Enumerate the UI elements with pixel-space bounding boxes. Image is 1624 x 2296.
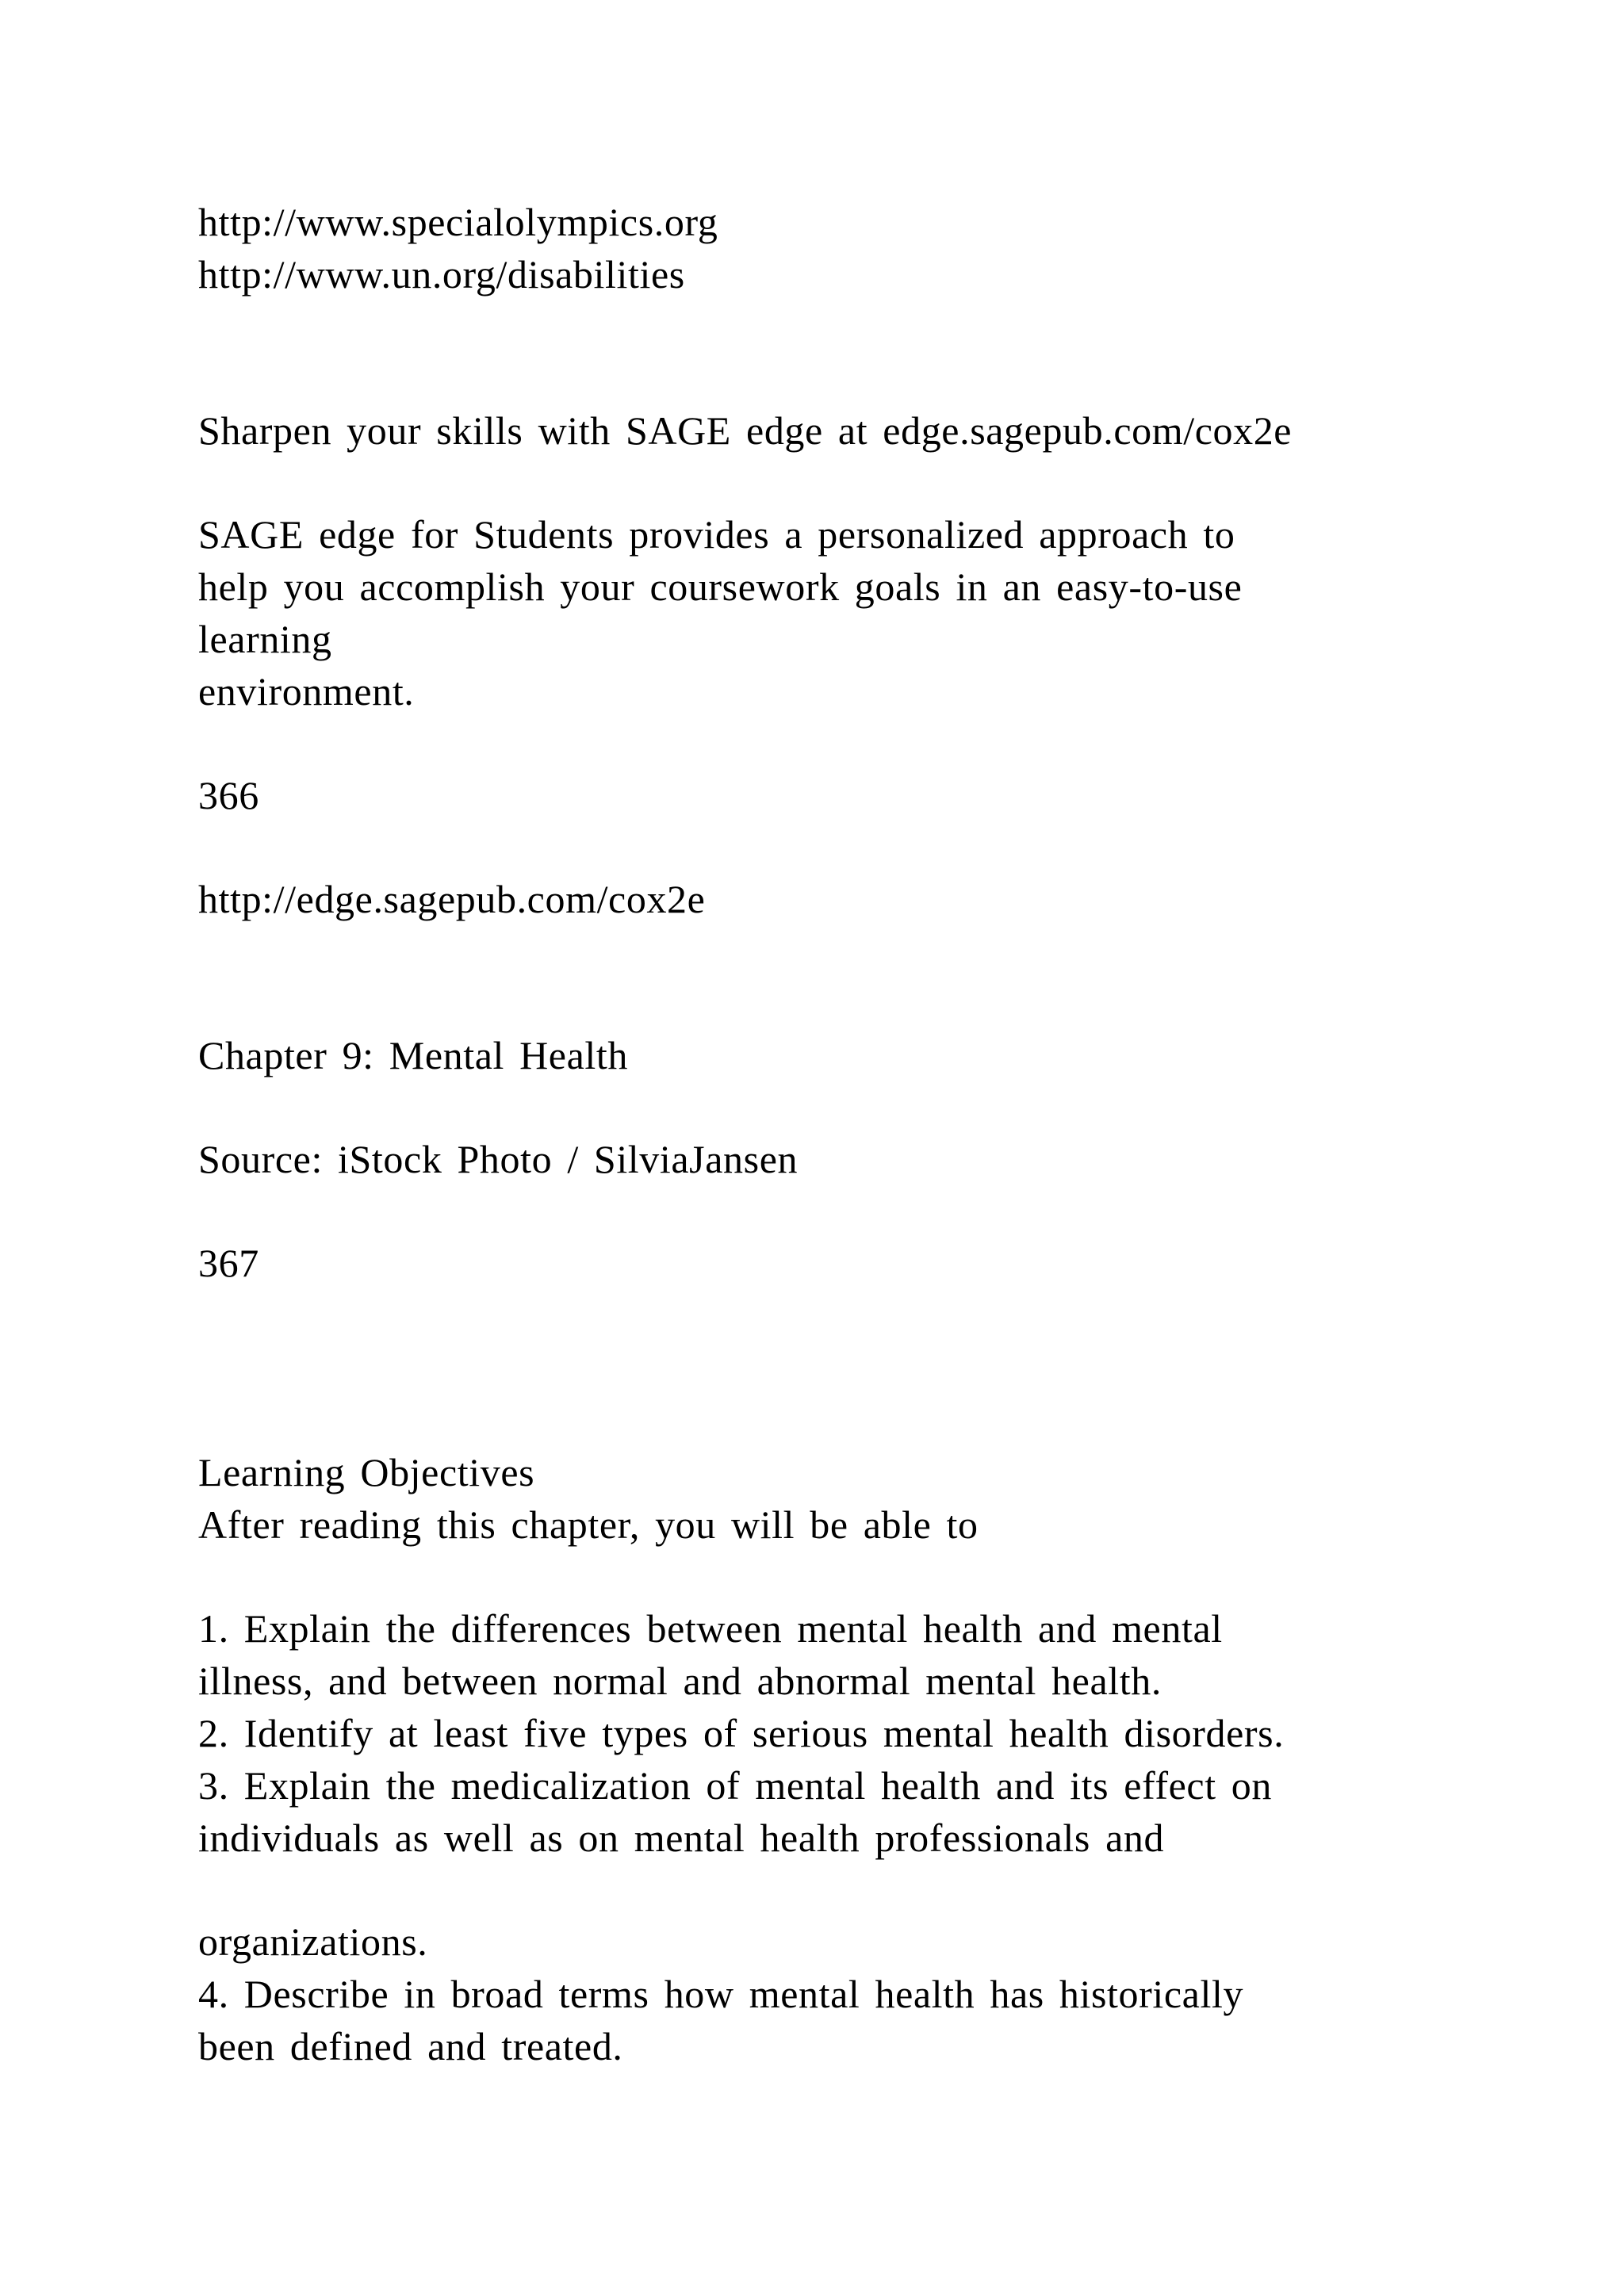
objective-line: 2. Identify at least five types of serious mental health disorders. xyxy=(198,1711,1285,1755)
photo-source-credit: Source: iStock Photo / SilviaJansen xyxy=(198,1137,799,1181)
page-number: 366 xyxy=(198,773,259,817)
sage-edge-description-line: SAGE edge for Students provides a personalized approach to xyxy=(198,512,1235,557)
sage-edge-description-line: learning xyxy=(198,617,332,661)
sage-edge-description-line: help you accomplish your coursework goals in an easy-to-use xyxy=(198,564,1243,609)
objective-line: 1. Explain the differences between mental health and mental xyxy=(198,1606,1223,1651)
chapter-title: Chapter 9: Mental Health xyxy=(198,1033,628,1077)
objective-line: illness, and between normal and abnormal mental health. xyxy=(198,1659,1162,1703)
objective-line: 4. Describe in broad terms how mental health has historically xyxy=(198,1972,1244,2016)
link-un-disabilities[interactable]: http://www.un.org/disabilities xyxy=(198,252,685,297)
sage-edge-heading: Sharpen your skills with SAGE edge at edge.sagepub.com/cox2e xyxy=(198,408,1293,453)
learning-objectives-heading: Learning Objectives xyxy=(198,1450,535,1494)
objective-line: organizations. xyxy=(198,1919,428,1964)
sage-edge-description-line: environment. xyxy=(198,669,415,714)
objective-line: been defined and treated. xyxy=(198,2024,623,2068)
objective-line: 3. Explain the medicalization of mental health and its effect on xyxy=(198,1763,1272,1808)
learning-objectives-intro: After reading this chapter, you will be able to xyxy=(198,1502,979,1547)
link-special-olympics[interactable]: http://www.specialolympics.org xyxy=(198,200,718,244)
edge-url-link[interactable]: http://edge.sagepub.com/cox2e xyxy=(198,877,706,921)
objective-line: individuals as well as on mental health professionals and xyxy=(198,1816,1165,1860)
page-number: 367 xyxy=(198,1241,259,1285)
